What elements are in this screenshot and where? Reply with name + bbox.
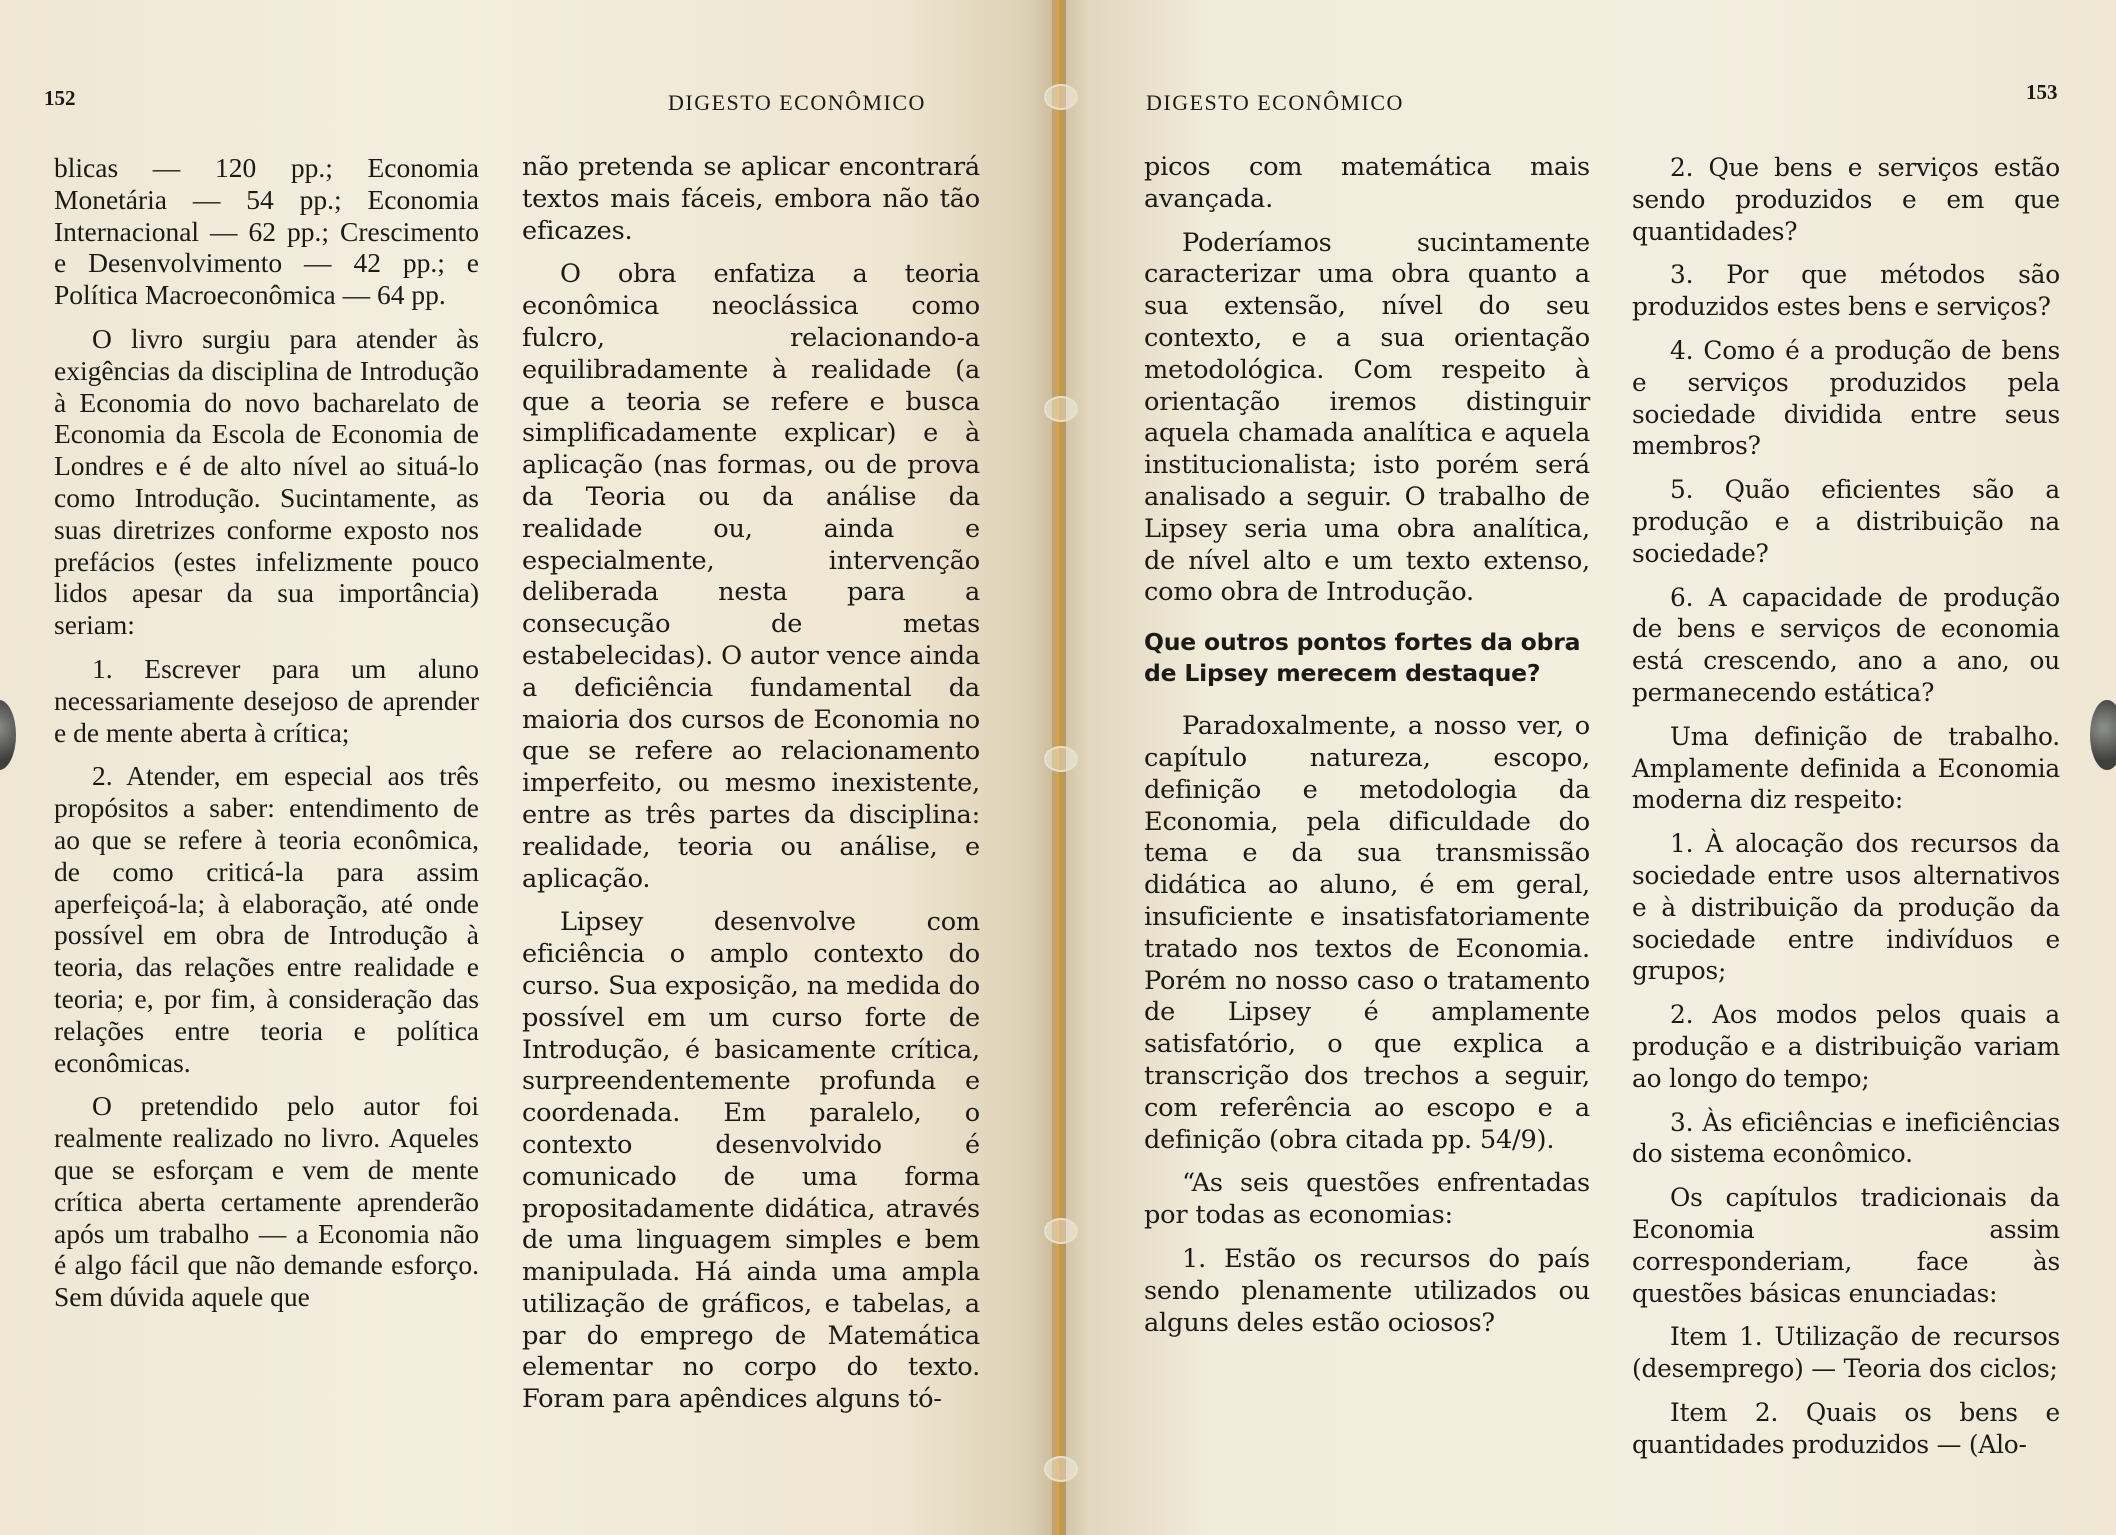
paragraph: Item 1. Utilização de recursos (desemprego) — Teoria dos ciclos; [1632,1322,2060,1384]
right-page-column-1 [1144,152,1590,1351]
section-heading: Que outros pontos fortes da obra de Lipsey merecem destaque? [1144,628,1581,688]
paragraph: O pretendido pelo autor foi realmente realizado no livro. Aqueles que se esforçam e vem de mente crítica aberta certamente aprenderão após um trabalho — a Economia não é algo fácil que não demande esforço. Sem dúvida aquele que [54,1090,479,1313]
paragraph: “As seis questões enfrentadas por todas as economias: [1144,1168,1590,1231]
paragraph: O livro surgiu para atender às exigências da disciplina de Introdução à Economia do novo bacharelato de Economia da Escola de Economia de Londres e é de alto nível ao situá-lo como Introdução. Sucintamente, as suas diretrizes conforme exposto nos prefácios (estes infelizmente pouco lidos apesar da sua importância) seriam: [54,322,479,641]
paragraph: 5. Quão eficientes são a produção e a distribuição na sociedade? [1632,475,2060,568]
binding-stitch [1044,396,1078,422]
paragraph: 6. A capacidade de produção de bens e serviços de economia está crescendo, ano a ano, ou permanecendo estática? [1632,582,2060,707]
paragraph: 3. Por que métodos são produzidos estes bens e serviços? [1632,260,2060,322]
page-number: 152 [44,86,76,110]
paragraph: Poderíamos sucintamente caracterizar uma obra quanto a sua extensão, nível do seu contexto, e a sua orientação metodológica. Com respeito à orientação iremos distinguir aquela chamada analítica e aquela institucionalista; isto porém será analisado a seguir. O trabalho de Lipsey seria uma obra analítica, de nível alto e um texto extenso, como obra de Introdução. [1144,227,1590,608]
left-page-column-1 [54,152,479,1325]
running-head: DIGESTO ECONÔMICO [668,90,926,115]
right-page [1058,0,2116,1535]
paragraph: Paradoxalmente, a nosso ver, o capítulo natureza, escopo, definição e metodologia da Economia, pela dificuldade do tema e da sua transmissão didática ao aluno, é em geral, insuficiente e insatisfatoriamente tratado nos textos de Economia. Porém no nosso caso o tratamento de Lipsey é amplamente satisfatório, o que explica a transcrição dos trechos a seguir, com referência ao escopo e a definição (obra citada pp. 54/9). [1144,711,1590,1155]
running-head: DIGESTO ECONÔMICO [1146,90,1404,115]
paragraph: 4. Como é a produção de bens e serviços produzidos pela sociedade dividida entre seus membros? [1632,335,2060,461]
paragraph: Uma definição de trabalho. Amplamente definida a Economia moderna diz respeito: [1632,721,2060,815]
page-number: 153 [2026,80,2058,104]
paragraph: 1. À alocação dos recursos da sociedade entre usos alternativos e à distribuição da produção da sociedade entre indivíduos e grupos; [1632,829,2060,986]
paragraph: O obra enfatiza a teoria econômica neoclássica como fulcro, relacionando-a equilibradamente à realidade (a que a teoria se refere e busca simplificadamente explicar) e à aplicação (nas formas, ou de prova da Teoria ou da análise da realidade ou, ainda e especialmente, intervenção deliberada nesta para a consecução de metas estabelecidas). O autor vence ainda a deficiência fundamental da maioria dos cursos de Economia no que se refere ao relacionamento imperfeito, ou mesmo inexistente, entre as três partes da disciplina: realidade, teoria ou análise, e aplicação. [522,259,980,894]
binding-stitch [1044,84,1078,110]
binding-stitch [1044,1218,1078,1244]
paragraph: não pretenda se aplicar encontrará textos mais fáceis, embora não tão eficazes. [522,152,980,246]
binding-stitch [1044,1456,1078,1482]
paragraph: 2. Que bens e serviços estão sendo produzidos e em que quantidades? [1632,153,2060,246]
paragraph: 1. Estão os recursos do país sendo plenamente utilizados ou alguns deles estão ociosos? [1144,1243,1590,1338]
paragraph: blicas — 120 pp.; Economia Monetária — 54 pp.; Economia Internacional — 62 pp.; Crescimento e Desenvolvimento — 42 pp.; e Política Macroeconômica — 64 pp. [54,152,479,311]
right-page-column-2 [1632,152,2060,1472]
paragraph: 2. Atender, em especial aos três propósitos a saber: entendimento de ao que se refere à teoria econômica, de como criticá-la para assim aperfeiçoá-la; à elaboração, até onde possível em obra de Introdução à teoria, das relações entre realidade e teoria; e, por fim, à consideração das relações entre teoria e política econômicas. [54,760,479,1078]
paragraph: Os capítulos tradicionais da Economia assim corresponderiam, face às questões básicas enunciadas: [1632,1183,2060,1308]
left-page-column-2 [522,152,980,1428]
binder-ring [2090,700,2116,770]
paragraph: 2. Aos modos pelos quais a produção e a distribuição variam ao longo do tempo; [1632,1000,2060,1093]
paragraph: 3. Às eficiências e ineficiências do sistema econômico. [1632,1107,2060,1169]
paragraph: Item 2. Quais os bens e quantidades produzidos — (Alo- [1632,1397,2060,1459]
paragraph: Lipsey desenvolve com eficiência o amplo contexto do curso. Sua exposição, na medida do possível em um curso forte de Introdução, é basicamente crítica, surpreendentemente profunda e coordenada. Em paralelo, o contexto desenvolvido é comunicado de uma forma propositadamente didática, através de uma linguagem simples e bem manipulada. Há ainda uma ampla utilização de gráficos, e tabelas, a par do emprego de Matemática elementar no corpo do texto. Foram para apêndices alguns tó- [522,907,980,1415]
paragraph: picos com matemática mais avançada. [1144,152,1590,214]
binding-stitch [1044,746,1078,772]
paragraph: 1. Escrever para um aluno necessariamente desejoso de aprender e de mente aberta à crítica; [54,652,479,748]
